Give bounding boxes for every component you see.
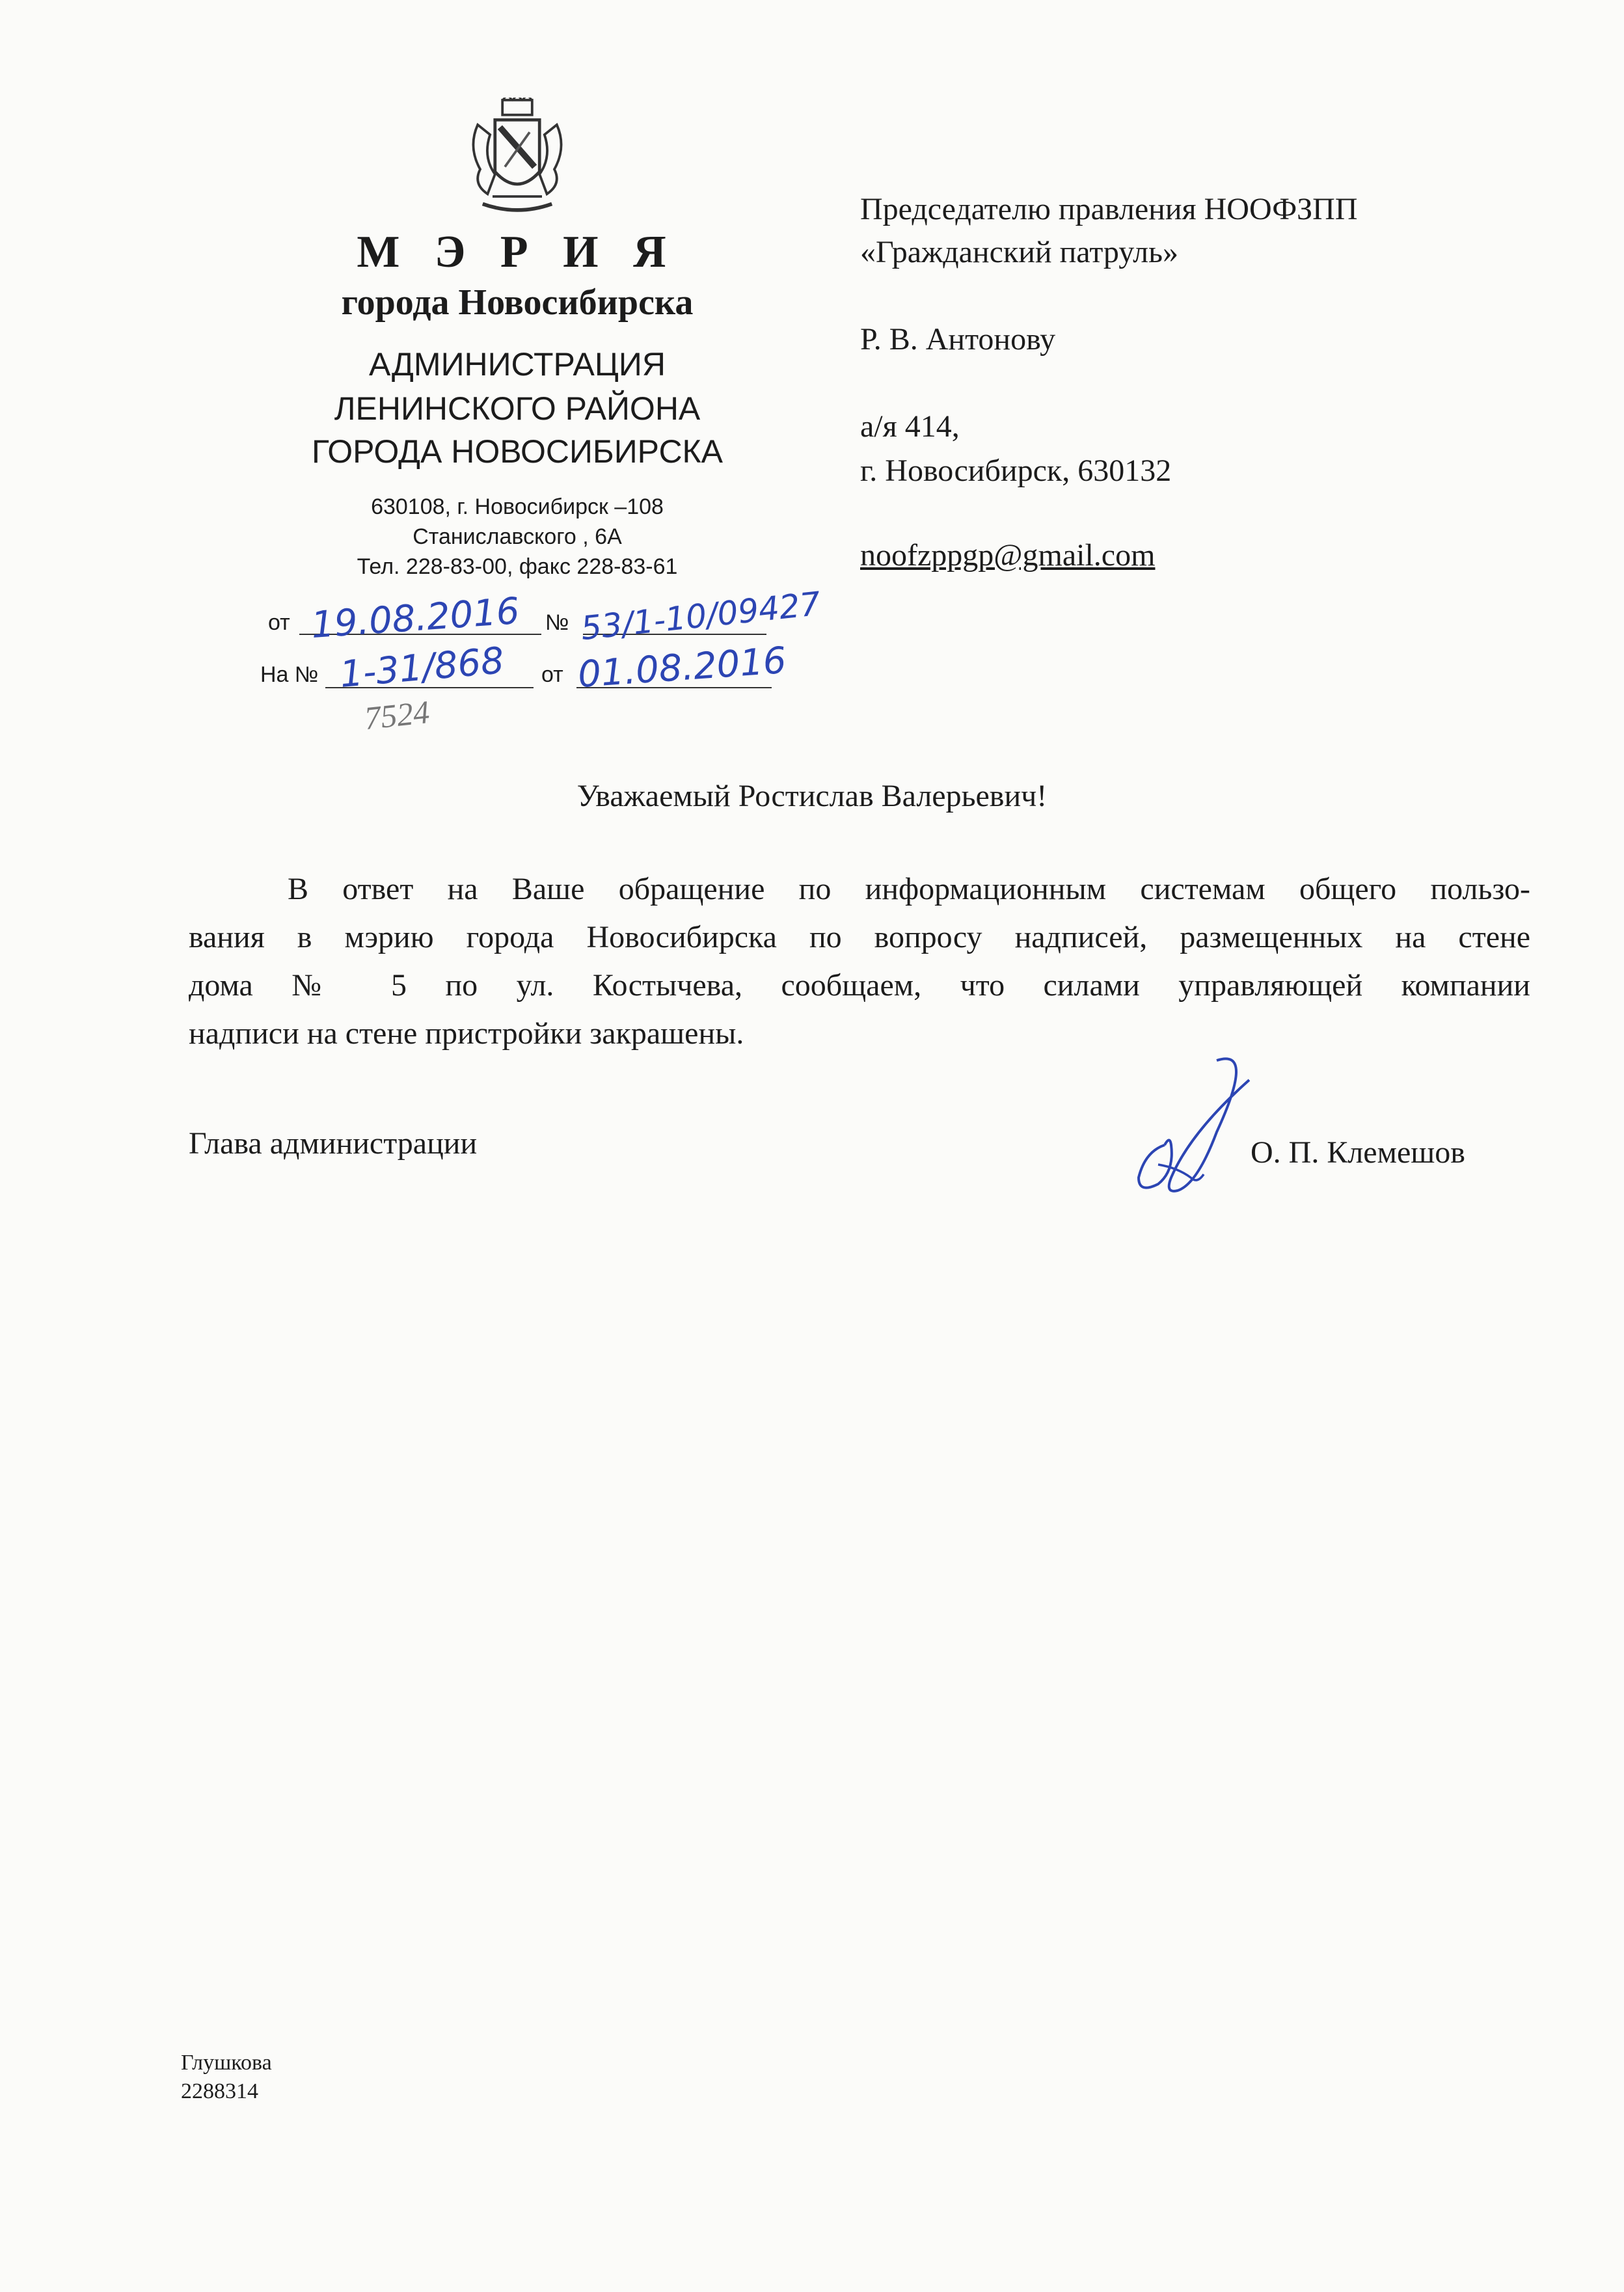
handwritten-signature-icon bbox=[1119, 1054, 1288, 1204]
letterhead-admin-line: ГОРОДА НОВОСИБИРСКА bbox=[311, 433, 724, 470]
number-handwritten: 53/1-10/09427 bbox=[578, 584, 822, 648]
addressee-email: noofzppgp@gmail.com bbox=[860, 538, 1156, 573]
number-label: № bbox=[545, 610, 569, 635]
letterhead-street: Станиславского , 6А bbox=[413, 524, 622, 549]
addressee-city: г. Новосибирск, 630132 bbox=[860, 453, 1172, 488]
body-line: дома № 5 по ул. Костычева, сообщаем, что силами управляющей компании bbox=[189, 968, 1530, 1003]
signer-position: Глава администрации bbox=[189, 1126, 478, 1161]
letterhead-phone: Тел. 228-83-00, факс 228-83-61 bbox=[357, 554, 678, 579]
from-label: от bbox=[268, 610, 290, 635]
letterhead-city: города Новосибирска bbox=[341, 282, 694, 323]
executor-phone: 2288314 bbox=[181, 2079, 258, 2103]
ref-date-handwritten: 01.08.2016 bbox=[576, 639, 788, 697]
letterhead-admin-line: ЛЕНИНСКОГО РАЙОНА bbox=[334, 390, 701, 427]
ref-label: На № bbox=[260, 662, 319, 687]
letterhead-address: 630108, г. Новосибирск –108 bbox=[371, 494, 664, 519]
greeting: Уважаемый Ростислав Валерьевич! bbox=[576, 779, 1048, 813]
addressee-position: Председателю правления НООФЗПП bbox=[860, 192, 1358, 226]
city-coat-of-arms-icon bbox=[455, 98, 579, 221]
addressee-po-box: а/я 414, bbox=[860, 409, 960, 444]
addressee-organization: «Гражданский патруль» bbox=[860, 235, 1179, 269]
incoming-note-pencil: 7524 bbox=[362, 693, 431, 737]
ref-from-label: от bbox=[541, 662, 563, 687]
from-date-handwritten: 19.08.2016 bbox=[310, 589, 521, 647]
letterhead-admin-line: АДМИНИСТРАЦИЯ bbox=[369, 346, 666, 383]
body-line: вания в мэрию города Новосибирска по вопросу надписей, размещенных на стене bbox=[189, 920, 1530, 954]
body-line: надписи на стене пристройки закрашены. bbox=[189, 1016, 744, 1051]
addressee-name: Р. В. Антонову bbox=[860, 322, 1056, 357]
signer-name: О. П. Клемешов bbox=[1251, 1135, 1465, 1170]
executor-name: Глушкова bbox=[181, 2051, 272, 2075]
ref-number-handwritten: 1-31/868 bbox=[338, 640, 506, 696]
body-line: В ответ на Ваше обращение по информационным системам общего пользо- bbox=[288, 872, 1530, 906]
letterhead-title: М Э Р И Я bbox=[357, 227, 678, 277]
